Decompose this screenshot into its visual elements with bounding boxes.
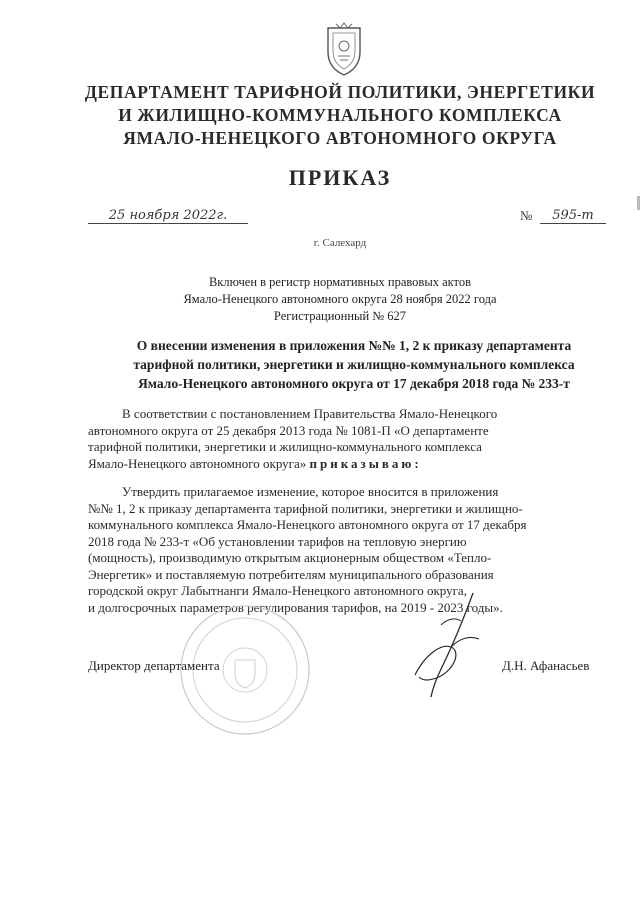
order-line: 2018 года № 233-т «Об установлении тарифов на тепловую энергию — [88, 533, 467, 549]
preamble-line: В соответствии с постановлением Правительства Ямало-Ненецкого — [122, 406, 498, 421]
subject-heading — [80, 336, 628, 393]
subject-line-1: О внесении изменения в приложения №№ 1, 2 к приказу департамента — [136, 338, 572, 353]
org-name-line-1: ДЕПАРТАМЕНТ ТАРИФНОЙ ПОЛИТИКИ, ЭНЕРГЕТИКИ — [84, 82, 596, 102]
order-line: Утвердить прилагаемое изменение, которое вносится в приложения — [122, 484, 499, 499]
handwritten-number: 595-т — [540, 208, 606, 224]
city-label: г. Салехард — [313, 237, 367, 249]
org-name-line-2: И ЖИЛИЩНО-КОММУНАЛЬНОГО КОМПЛЕКСА — [118, 105, 562, 125]
signatory-name: Д.Н. Афанасьев — [502, 658, 590, 673]
registration-line-1: Включен в регистр нормативных правовых актов — [208, 275, 472, 289]
signatory-position: Директор департамента — [88, 658, 220, 673]
order-line: №№ 1, 2 к приказу департамента тарифной политики, энергетики и жилищно- — [88, 500, 523, 516]
preamble-line: тарифной политики, энергетики и жилищно-коммунального комплекса — [88, 439, 482, 454]
order-paragraph — [88, 484, 603, 616]
org-name-line-3: ЯМАЛО-НЕНЕЦКОГО АВТОНОМНОГО ОКРУГА — [123, 128, 557, 148]
document-type-title: ПРИКАЗ — [288, 165, 392, 190]
handwritten-date: 25 ноября 2022г. — [88, 208, 248, 224]
order-line: коммунального комплекса Ямало-Ненецкого автономного округа от 17 декабря — [88, 517, 527, 532]
preamble-line: автономного округа от 25 декабря 2013 года № 1081-П «О департаменте — [88, 422, 489, 438]
preamble-line: Ямало-Ненецкого автономного округа» приказываю: — [88, 455, 422, 471]
order-line: городской округ Лабытнанги Ямало-Ненецкого автономного округа, — [88, 583, 467, 598]
handwritten-signature — [395, 585, 505, 710]
subject-line-2: тарифной политики, энергетики и жилищно-коммунального комплекса — [133, 357, 575, 372]
coat-of-arms-emblem — [322, 22, 366, 78]
order-line: Энергетик» и поставляемую потребителям муниципального образования — [88, 566, 494, 582]
order-line: и долгосрочных параметров регулирования тарифов, на 2019 - 2023 годы». — [88, 599, 503, 615]
order-line: (мощность), производимую открытым акционерным обществом «Тепло- — [88, 550, 492, 565]
registration-line-3: Регистрационный № 627 — [273, 309, 407, 323]
registration-block — [140, 274, 540, 325]
registration-line-2: Ямало-Ненецкого автономного округа 28 ноября 2022 года — [183, 292, 497, 306]
subject-line-3: Ямало-Ненецкого автономного округа от 17 декабря 2018 года № 233-т — [138, 376, 570, 391]
order-word: приказываю: — [309, 455, 422, 471]
number-prefix: № — [520, 208, 533, 223]
preamble-paragraph — [88, 406, 603, 472]
